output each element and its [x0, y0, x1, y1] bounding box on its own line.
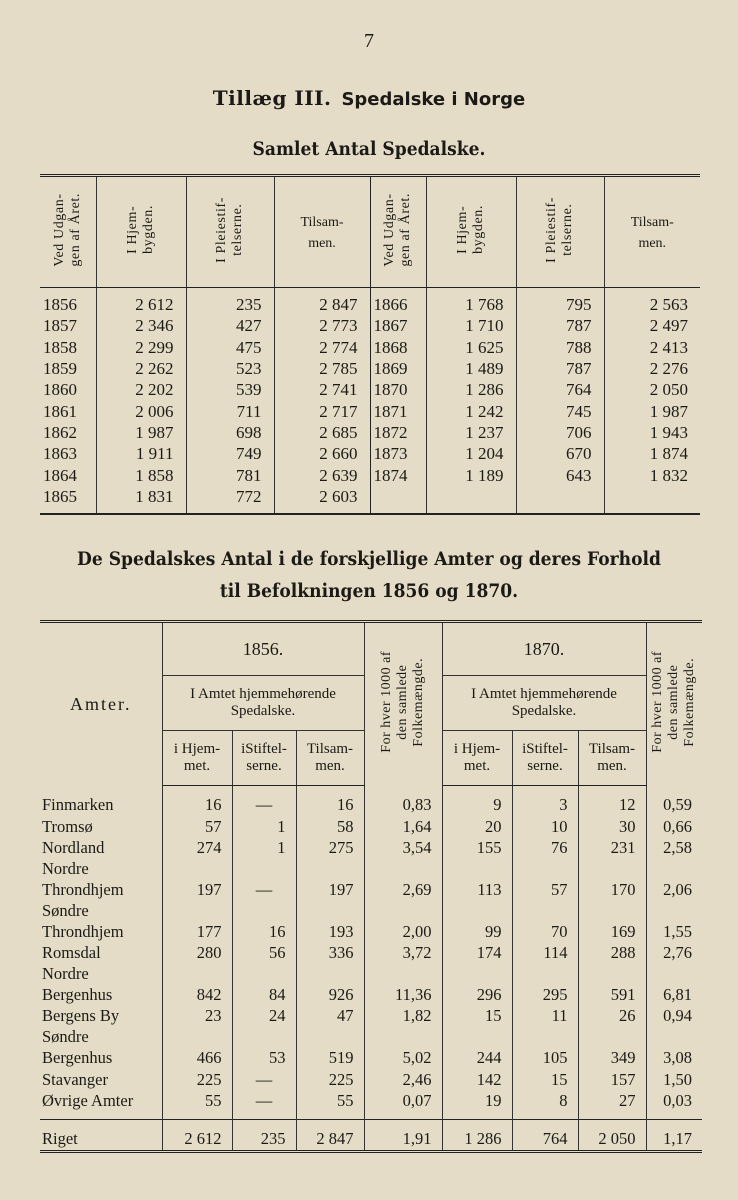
column-header-label: I Hjem- bygden. [125, 205, 156, 254]
per-1000-cell: 0,59 [663, 795, 692, 815]
value-cell: 1 768 [426, 288, 516, 316]
value-cell: 9 [442, 786, 512, 816]
table-row [40, 400, 700, 421]
per-1000-cell: 0,83 [364, 786, 442, 816]
county-name: Nordland [40, 837, 162, 858]
county-name: Tromsø [40, 815, 162, 836]
total-value-cell: 1,91 [364, 1120, 442, 1152]
value-cell: 787 [516, 358, 604, 379]
value-cell: 280 [162, 942, 232, 963]
group-line2: Spedalske. [230, 703, 296, 719]
stift-header: iStiftel- serne. [512, 731, 578, 786]
value-cell: 539 [186, 379, 274, 400]
value-cell: 56 [232, 942, 296, 963]
table-row [40, 288, 700, 316]
year-cell: 1869 [370, 358, 426, 379]
column-header [186, 176, 274, 288]
value-cell: 787 [516, 315, 604, 336]
value-cell: 155 [442, 837, 512, 858]
year-cell: 1858 [40, 337, 96, 358]
tilsam-header: Tilsam- men. [578, 731, 646, 786]
value-cell: — [232, 858, 296, 900]
value-cell: 15 [512, 1068, 578, 1089]
page-title [0, 86, 738, 111]
value-cell: 764 [516, 379, 604, 400]
year-cell: 1868 [370, 337, 426, 358]
table-row [40, 963, 702, 1005]
value-cell: 466 [162, 1026, 232, 1068]
county-name: Øvrige Amter [40, 1090, 162, 1120]
value-cell: 2 717 [274, 400, 370, 421]
value-cell: 193 [296, 900, 364, 942]
value-cell: 231 [578, 837, 646, 858]
appendix-subject: Spedalske i Norge [341, 89, 526, 110]
value-cell: 2 603 [274, 486, 370, 514]
value-cell: 57 [162, 815, 232, 836]
table-row [40, 858, 702, 900]
value-cell: 1 710 [426, 315, 516, 336]
year-cell: 1874 [370, 464, 426, 485]
value-cell: 53 [232, 1026, 296, 1068]
per-1000-cell: 2,69 [364, 858, 442, 900]
table2-caption-line2: til Befolkningen 1856 og 1870. [219, 580, 519, 602]
value-cell: 336 [296, 942, 364, 963]
value-cell: 795 [516, 288, 604, 316]
column-header [274, 176, 370, 288]
column-header [426, 176, 516, 288]
value-cell: 772 [186, 486, 274, 514]
value-cell: 244 [442, 1026, 512, 1068]
value-cell: 1 874 [649, 444, 688, 464]
value-cell: 1 625 [426, 337, 516, 358]
value-cell: 169 [578, 900, 646, 942]
year-cell: 1865 [40, 486, 96, 514]
table-row [40, 815, 702, 836]
total-lepers-table [40, 174, 700, 515]
county-name: Nordre Throndhjem [40, 858, 162, 900]
total-value-cell: 235 [232, 1120, 296, 1152]
column-header-label: Tilsam- men. [300, 215, 344, 251]
value-cell: 2 774 [274, 337, 370, 358]
value-cell: 58 [296, 815, 364, 836]
group-line1: I Amtet hjemmehørende [190, 686, 336, 702]
value-cell: 1 242 [426, 400, 516, 421]
value-cell: 2 346 [96, 315, 186, 336]
per-1000-cell: 0,07 [364, 1090, 442, 1120]
value-cell: 2 847 [274, 288, 370, 316]
table-row [40, 1026, 702, 1068]
value-cell: 2 685 [274, 422, 370, 443]
year-cell: 1863 [40, 443, 96, 464]
value-cell: 10 [512, 815, 578, 836]
value-cell: 19 [442, 1090, 512, 1120]
year-cell: 1860 [40, 379, 96, 400]
county-name: Søndre Throndhjem [40, 900, 162, 942]
value-cell: 105 [512, 1026, 578, 1068]
value-cell: 926 [296, 963, 364, 1005]
appendix-label: Tillæg III. [212, 86, 332, 110]
value-cell: 2 563 [649, 295, 688, 315]
year-cell: 1872 [370, 422, 426, 443]
table2-caption-line1: De Spedalskes Antal i de forskjellige Amter og deres Forhold [77, 548, 661, 570]
table-row [40, 337, 700, 358]
value-cell: 295 [512, 963, 578, 1005]
per-1000-cell: 3,72 [364, 942, 442, 963]
tilsam-header: Tilsam- men. [296, 731, 364, 786]
table-row [40, 837, 702, 858]
value-cell: 1 831 [96, 486, 186, 514]
table-row [40, 315, 700, 336]
value-cell: 197 [162, 858, 232, 900]
total-value-cell: 2 050 [578, 1120, 646, 1152]
value-cell: 47 [296, 1005, 364, 1026]
county-name: Finmarken [40, 786, 162, 816]
value-cell: 475 [186, 337, 274, 358]
table-row [40, 1090, 702, 1120]
value-cell: 57 [512, 858, 578, 900]
county-lepers-table [40, 620, 702, 1153]
value-cell: 591 [578, 963, 646, 1005]
value-cell: 12 [578, 786, 646, 816]
value-cell: 296 [442, 963, 512, 1005]
per-1000-cell: 2,06 [663, 879, 692, 899]
value-cell: 23 [162, 1005, 232, 1026]
value-cell: 711 [186, 400, 274, 421]
per-1000-cell: 1,55 [663, 921, 692, 941]
value-cell: 27 [578, 1090, 646, 1120]
value-cell: 2 006 [96, 400, 186, 421]
value-cell: 1 987 [649, 401, 688, 421]
value-cell: 842 [162, 963, 232, 1005]
value-cell: 1 489 [426, 358, 516, 379]
per-1000-cell: 2,00 [364, 900, 442, 942]
value-cell: 24 [232, 1005, 296, 1026]
value-cell: 349 [578, 1026, 646, 1068]
year-cell: 1861 [40, 400, 96, 421]
group-line1: I Amtet hjemmehørende [471, 686, 617, 702]
per-1000-cell: 1,50 [663, 1069, 692, 1089]
column-header-label: I Pleiestif- telserne. [214, 196, 245, 263]
per-1000-cell: 5,02 [364, 1026, 442, 1068]
value-cell: 523 [186, 358, 274, 379]
county-name: Bergens By [40, 1005, 162, 1026]
value-cell: 55 [162, 1090, 232, 1120]
value-cell: 26 [578, 1005, 646, 1026]
year-cell [370, 486, 426, 514]
table-row [40, 443, 700, 464]
total-row [40, 1120, 702, 1152]
year-cell: 1859 [40, 358, 96, 379]
value-cell: 749 [186, 443, 274, 464]
per-1000-cell: 6,81 [663, 985, 692, 1005]
per-1000-cell: 0,94 [663, 1006, 692, 1026]
per-1000-cell: 1,64 [364, 815, 442, 836]
per-1000-cell: 3,08 [663, 1048, 692, 1068]
column-header [370, 176, 426, 288]
value-cell: 8 [512, 1090, 578, 1120]
amter-header: Amter. [40, 622, 162, 786]
value-cell: 55 [296, 1090, 364, 1120]
total-value-cell: 1 286 [442, 1120, 512, 1152]
value-cell: 3 [512, 786, 578, 816]
year-cell: 1856 [40, 288, 96, 316]
table-row [40, 486, 700, 514]
value-cell: 1 286 [426, 379, 516, 400]
total-value-cell: 2 847 [296, 1120, 364, 1152]
value-cell: 274 [162, 837, 232, 858]
value-cell: 197 [296, 858, 364, 900]
value-cell [426, 486, 516, 514]
value-cell: 1 943 [649, 422, 688, 442]
group-line2: Spedalske. [511, 703, 577, 719]
value-cell: 30 [578, 815, 646, 836]
per-1000-cell: 2,58 [663, 837, 692, 857]
value-cell: 2 202 [96, 379, 186, 400]
per-1000-cell: 3,54 [364, 837, 442, 858]
value-cell: 235 [186, 288, 274, 316]
value-cell: 114 [512, 942, 578, 963]
per-1000-header-1870: For hver 1000 af den samlede Folkemængde. [650, 650, 698, 753]
value-cell: 788 [516, 337, 604, 358]
value-cell: 781 [186, 464, 274, 485]
table-row [40, 422, 700, 443]
county-name: Søndre Bergenhus [40, 1026, 162, 1068]
value-cell: 177 [162, 900, 232, 942]
value-cell: — [232, 1068, 296, 1089]
value-cell: 2 413 [649, 337, 688, 357]
column-header-label: I Hjem- bygden. [455, 205, 486, 254]
column-header-label: I Pleiestif- telserne. [544, 196, 575, 263]
hjem-header: i Hjem- met. [162, 731, 232, 786]
value-cell: 113 [442, 858, 512, 900]
column-header-label: Ved Udgan- gen af Året. [51, 192, 83, 267]
value-cell: 288 [578, 942, 646, 963]
value-cell: 2 612 [96, 288, 186, 316]
year-cell: 1864 [40, 464, 96, 485]
table-row [40, 1068, 702, 1089]
column-header-label: Tilsam- men. [630, 215, 674, 251]
value-cell: 76 [512, 837, 578, 858]
county-name: Nordre Bergenhus [40, 963, 162, 1005]
column-header [96, 176, 186, 288]
total-value-cell: 1,17 [646, 1120, 702, 1152]
table-row [40, 900, 702, 942]
value-cell: 70 [512, 900, 578, 942]
value-cell: 698 [186, 422, 274, 443]
value-cell: 2 299 [96, 337, 186, 358]
stift-header: iStiftel- serne. [232, 731, 296, 786]
value-cell: 170 [578, 858, 646, 900]
year-1870-header: 1870. [442, 622, 646, 676]
value-cell: 157 [578, 1068, 646, 1089]
table-row [40, 1005, 702, 1026]
table-row [40, 942, 702, 963]
value-cell: 20 [442, 815, 512, 836]
table-row [40, 464, 700, 485]
county-name: Stavanger [40, 1068, 162, 1089]
value-cell: 2 050 [649, 380, 688, 400]
value-cell: 174 [442, 942, 512, 963]
table-row [40, 786, 702, 816]
year-cell: 1870 [370, 379, 426, 400]
page-number: 7 [364, 30, 374, 52]
year-1856-header: 1856. [162, 622, 364, 676]
county-name: Romsdal [40, 942, 162, 963]
value-cell [516, 486, 604, 514]
value-cell: 2 741 [274, 379, 370, 400]
per-1000-cell: 1,82 [364, 1005, 442, 1026]
group-header-1870 [442, 676, 646, 731]
value-cell: 15 [442, 1005, 512, 1026]
value-cell: 142 [442, 1068, 512, 1089]
value-cell: 225 [162, 1068, 232, 1089]
table1-caption: Samlet Antal Spedalske. [252, 138, 486, 160]
value-cell: 1 [232, 815, 296, 836]
value-cell: 99 [442, 900, 512, 942]
year-cell: 1867 [370, 315, 426, 336]
value-cell: 1 189 [426, 464, 516, 485]
per-1000-cell: 11,36 [364, 963, 442, 1005]
total-value-cell: 764 [512, 1120, 578, 1152]
table-row [40, 358, 700, 379]
per-1000-cell: 0,66 [663, 816, 692, 836]
value-cell: 84 [232, 963, 296, 1005]
value-cell: 745 [516, 400, 604, 421]
value-cell: 2 639 [274, 464, 370, 485]
column-header [516, 176, 604, 288]
value-cell: 11 [512, 1005, 578, 1026]
hjem-header: i Hjem- met. [442, 731, 512, 786]
value-cell: 2 785 [274, 358, 370, 379]
value-cell: 670 [516, 443, 604, 464]
value-cell: 519 [296, 1026, 364, 1068]
column-header-label: Ved Udgan- gen af Året. [382, 192, 413, 267]
year-cell: 1862 [40, 422, 96, 443]
per-1000-cell: 2,76 [663, 943, 692, 963]
value-cell: 1 911 [96, 443, 186, 464]
value-cell: 2 660 [274, 443, 370, 464]
value-cell: 1 832 [649, 465, 688, 485]
year-cell: 1866 [370, 288, 426, 316]
value-cell: 275 [296, 837, 364, 858]
column-header [40, 176, 96, 288]
value-cell: 1 237 [426, 422, 516, 443]
value-cell: 643 [516, 464, 604, 485]
value-cell: — [232, 786, 296, 816]
value-cell: 2 276 [649, 359, 688, 379]
value-cell: 16 [296, 786, 364, 816]
value-cell: 2 497 [649, 316, 688, 336]
year-cell: 1857 [40, 315, 96, 336]
value-cell [604, 486, 700, 514]
value-cell: 2 262 [96, 358, 186, 379]
value-cell: 2 773 [274, 315, 370, 336]
per-1000-header-1856: For hver 1000 af den samlede Folkemængde. [364, 622, 442, 786]
value-cell: — [232, 1090, 296, 1120]
year-cell: 1873 [370, 443, 426, 464]
value-cell: 225 [296, 1068, 364, 1089]
table-row [40, 379, 700, 400]
value-cell: 706 [516, 422, 604, 443]
value-cell: 1 858 [96, 464, 186, 485]
value-cell: 16 [232, 900, 296, 942]
value-cell: 1 [232, 837, 296, 858]
value-cell: 16 [162, 786, 232, 816]
year-cell: 1871 [370, 400, 426, 421]
column-header [604, 176, 700, 288]
value-cell: 1 987 [96, 422, 186, 443]
per-1000-cell: 0,03 [663, 1091, 692, 1111]
total-value-cell: 2 612 [162, 1120, 232, 1152]
value-cell: 1 204 [426, 443, 516, 464]
value-cell: 427 [186, 315, 274, 336]
per-1000-cell: 2,46 [364, 1068, 442, 1089]
group-header-1856 [162, 676, 364, 731]
total-label: Riget [40, 1120, 162, 1152]
